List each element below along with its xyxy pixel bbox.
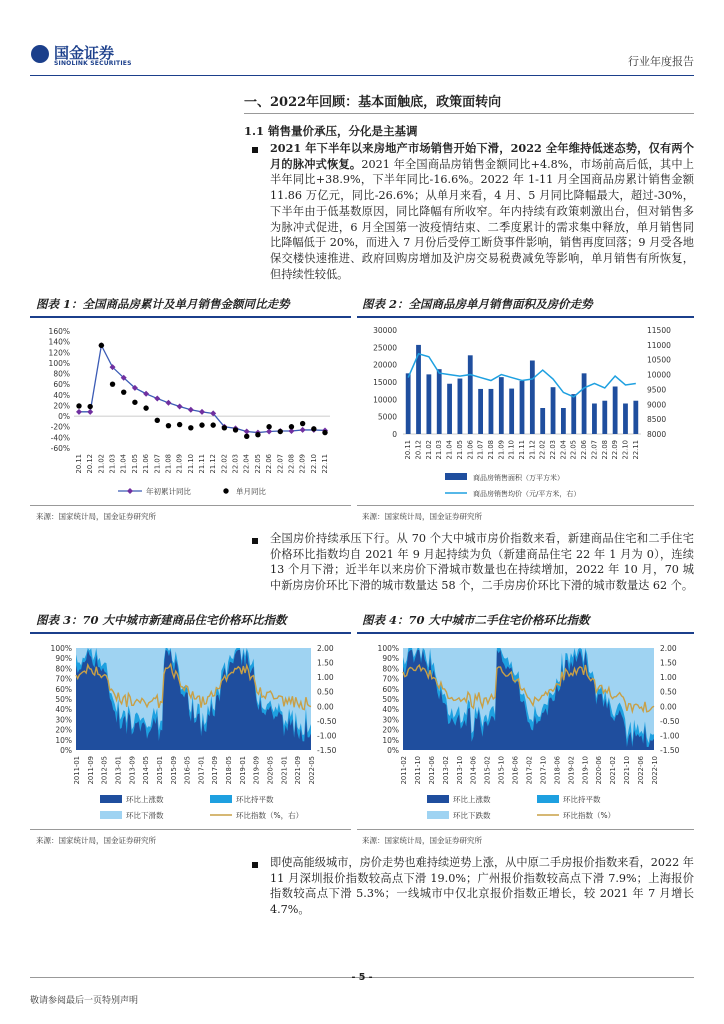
x-tick-label: 20.11	[75, 454, 83, 474]
x-tick-label: 22.02	[538, 440, 547, 460]
x-tick-label: 2017-09	[211, 756, 220, 785]
logo-text-en: SINOLINK SECURITIES	[54, 60, 132, 67]
y-tick-label: -60%	[50, 444, 70, 453]
x-tick-label: 2015-01	[155, 756, 164, 785]
x-tick-label: 20.12	[414, 440, 423, 460]
y-right-tick-label: 2.00	[660, 644, 677, 653]
series-monthly-point	[76, 403, 81, 408]
figure-4-title: 图表 4：70 大中城市二手住宅价格环比指数	[362, 613, 590, 627]
y-right-tick-label: 1.50	[660, 658, 677, 668]
legend-label: 环比上涨数	[453, 795, 491, 804]
bar-sales-area	[582, 373, 587, 434]
figure-2-title: 图表 2：全国商品房单月销售面积及房价走势	[362, 297, 593, 311]
y-left-tick-label: 40%	[55, 705, 72, 715]
x-tick-label: 22.04	[559, 440, 568, 460]
y-right-tick-label: -1.50	[660, 746, 680, 755]
x-tick-label: 22.02	[220, 454, 229, 474]
y-left-tick-label: 70%	[55, 674, 72, 684]
bar-sales-area	[561, 408, 566, 434]
legend-sales-label: 商品房销售面积（万平方米）	[473, 474, 564, 482]
x-tick-label: 2021-01	[280, 756, 289, 785]
x-tick-label: 20.12	[86, 454, 95, 474]
series-monthly-point	[121, 389, 126, 394]
x-tick-label: 22.10	[309, 454, 318, 474]
y-right-tick-label: 0.00	[660, 702, 677, 712]
bar-sales-area	[499, 377, 504, 434]
x-tick-label: 22.03	[549, 440, 558, 460]
series-cumulative-point	[300, 427, 306, 433]
series-cumulative-point	[76, 409, 82, 415]
y-right-tick-label: 2.00	[317, 644, 334, 653]
y-right-tick-label: -1.00	[660, 731, 680, 741]
y-left-tick-label: 90%	[55, 654, 72, 664]
y-right-tick-label: 10000	[647, 370, 671, 380]
x-tick-label: 21.02	[97, 454, 106, 474]
x-tick-label: 2019-10	[581, 756, 590, 785]
bar-sales-area	[633, 401, 638, 434]
y-left-tick-label: 60%	[55, 684, 72, 694]
x-tick-label: 21.05	[455, 440, 464, 460]
y-tick-label: 60%	[53, 380, 70, 390]
y-left-tick-label: 0%	[387, 746, 399, 755]
y-right-tick-label: 0.50	[660, 687, 677, 697]
x-tick-label: 2017-01	[197, 756, 206, 785]
y-right-tick-label: -1.00	[317, 731, 337, 741]
figure-1-chart	[30, 320, 351, 502]
bar-sales-area	[468, 355, 473, 434]
series-monthly-point	[99, 343, 104, 348]
x-tick-label: 21.03	[435, 440, 444, 460]
bar-sales-area	[592, 403, 597, 434]
y-left-tick-label: 20%	[55, 725, 72, 735]
x-tick-label: 2016-06	[511, 756, 520, 785]
figure-2-chart	[357, 320, 694, 502]
y-left-tick-label: 60%	[382, 684, 399, 694]
legend-marker	[427, 795, 449, 803]
y-right-tick-label: 11500	[647, 326, 671, 335]
x-tick-label: 2012-05	[100, 756, 109, 785]
y-right-tick-label: 8500	[647, 415, 667, 425]
x-tick-label: 22.05	[569, 440, 578, 460]
legend-sales-marker	[445, 473, 467, 480]
legend-label: 环比下跌数	[453, 811, 491, 820]
x-tick-label: 21.06	[466, 440, 475, 460]
y-left-tick-label: 30%	[55, 715, 72, 725]
series-monthly-point	[188, 425, 193, 430]
series-monthly-point	[233, 427, 238, 432]
section-divider	[244, 113, 694, 114]
series-monthly-point	[322, 430, 327, 435]
x-tick-label: 2013-02	[441, 756, 450, 785]
x-tick-label: 2019-01	[238, 756, 247, 785]
x-tick-label: 2018-06	[553, 756, 562, 785]
y-right-tick-label: -1.50	[317, 746, 337, 755]
legend-cumulative-marker	[127, 488, 133, 494]
figure-4-rule	[357, 632, 694, 634]
x-tick-label: 2012-06	[427, 756, 436, 785]
y-right-tick-label: 0.50	[317, 687, 334, 697]
y-tick-label: 140%	[48, 337, 70, 347]
series-monthly-point	[143, 405, 148, 410]
bar-sales-area	[602, 401, 607, 434]
y-left-tick-label: 10000	[373, 395, 397, 405]
paragraph-1-body: 2021 年全国商品房销售金额同比+4.8%，市场前高后低，其中上半年同比+38.9%，下半年同比-16.6%。2022 年 1-11 月全国商品房累计销售金额 11.86 万亿元，同比-26.6%；从单月来看，4 月、5 月同比降幅最大，超过-30%，下半年由于低基数原因，同比降幅有所收窄。年内持续有政策刺激出台，但对销售多为脉冲式促进，6 月全国第一波疫情结束、二季度累计的需求集中释放，单月销售同比降幅低于 20%，而进入 7 月份后受停工断贷事件影响，销售再度回落；9 月受各地保交楼快速推进、政府回购房增加及沪房交易税费减免等影响，单月销售有所恢复，但持续性较低。	[270, 157, 694, 281]
y-right-tick-label: -0.50	[660, 716, 680, 726]
legend-label: 环比下滑数	[126, 811, 164, 820]
series-cumulative-point	[188, 407, 194, 413]
figure-3-title: 图表 3：70 大中城市新建商品住宅价格环比指数	[36, 613, 287, 627]
x-tick-label: 22.08	[600, 440, 609, 460]
legend-price-label: 商品房销售均价（元/平方米，右）	[473, 490, 581, 498]
bar-sales-area	[520, 381, 525, 434]
y-left-tick-label: 5000	[377, 412, 397, 422]
y-left-tick-label: 40%	[382, 705, 399, 715]
bar-sales-area	[571, 394, 576, 434]
y-left-tick-label: 0	[392, 430, 397, 439]
y-left-tick-label: 50%	[55, 695, 72, 704]
x-tick-label: 2011-02	[400, 756, 408, 785]
x-tick-label: 22.06	[265, 454, 274, 474]
figure-2-source: 来源：国家统计局，国金证券研究所	[362, 512, 482, 521]
x-tick-label: 2022-06	[637, 756, 646, 785]
x-tick-label: 21.09	[175, 454, 184, 474]
y-tick-label: 20%	[53, 401, 70, 411]
y-left-tick-label: 25000	[373, 343, 397, 353]
x-tick-label: 2021-02	[609, 756, 618, 785]
x-tick-label: 21.04	[119, 454, 128, 474]
y-left-tick-label: 90%	[382, 654, 399, 664]
y-left-tick-label: 0%	[60, 746, 72, 755]
legend-marker	[210, 795, 232, 803]
legend-label: 环比指数（%，右）	[236, 811, 304, 820]
y-left-tick-label: 10%	[382, 735, 399, 745]
bar-sales-area	[530, 361, 535, 434]
x-tick-label: 2013-09	[128, 756, 137, 785]
bullet-marker	[252, 538, 258, 544]
series-cumulative-point	[87, 409, 93, 415]
figure-2-bottom-rule	[357, 505, 694, 506]
x-tick-label: 2015-02	[483, 756, 492, 785]
series-monthly-point	[311, 426, 316, 431]
x-tick-label: 20.11	[404, 440, 413, 460]
y-tick-label: 80%	[53, 369, 70, 379]
x-tick-label: 22.03	[231, 454, 240, 474]
report-type-label: 行业年度报告	[628, 55, 694, 68]
series-cumulative-point	[165, 400, 171, 406]
legend-marker	[100, 795, 122, 803]
y-right-tick-label: 1.50	[317, 658, 334, 668]
figure-3-bottom-rule	[30, 829, 351, 830]
x-tick-label: 21.11	[518, 440, 526, 460]
bar-sales-area	[509, 389, 514, 434]
legend-cumulative-label: 年初累计同比	[146, 487, 191, 496]
figure-2-rule	[357, 316, 694, 318]
bar-sales-area	[613, 387, 618, 434]
bar-sales-area	[478, 389, 483, 434]
header-divider	[30, 75, 694, 76]
series-cumulative-line	[79, 345, 325, 432]
series-monthly-point	[110, 381, 115, 386]
series-monthly-point	[210, 422, 215, 427]
x-tick-label: 22.09	[611, 440, 620, 460]
figure-1-bottom-rule	[30, 505, 351, 506]
y-left-tick-label: 100%	[50, 644, 72, 653]
x-tick-label: 22.09	[298, 454, 307, 474]
figure-3-source: 来源：国家统计局，国金证券研究所	[36, 836, 156, 845]
y-tick-label: 0%	[58, 412, 70, 422]
legend-label: 环比指数（%）	[563, 811, 616, 820]
figure-4-source: 来源：国家统计局，国金证券研究所	[362, 836, 482, 845]
bar-sales-area	[458, 379, 463, 434]
y-right-tick-label: 9000	[647, 400, 667, 410]
figure-1-title: 图表 1：全国商品房累计及单月销售金额同比走势	[36, 297, 290, 311]
bar-sales-area	[623, 403, 628, 434]
figure-3-chart	[30, 636, 351, 826]
bullet-marker	[252, 862, 258, 868]
x-tick-label: 21.03	[108, 454, 117, 474]
section-title: 一、2022年回顾：基本面触底，政策面转向	[244, 95, 502, 110]
y-right-tick-label: 8000	[647, 430, 667, 439]
x-tick-label: 2019-09	[252, 756, 261, 785]
page-number: - 5 -	[351, 972, 373, 983]
x-tick-label: 21.10	[507, 440, 516, 460]
y-tick-label: 120%	[48, 348, 70, 358]
legend-marker	[427, 811, 449, 819]
series-monthly-point	[289, 424, 294, 429]
series-monthly-point	[222, 425, 227, 430]
x-tick-label: 2015-10	[497, 756, 506, 785]
x-tick-label: 21.04	[445, 440, 454, 460]
series-monthly-point	[244, 434, 249, 439]
x-tick-label: 22.11	[321, 454, 329, 474]
y-left-tick-label: 20000	[373, 360, 397, 370]
logo-text-cn: 国金证券	[54, 44, 115, 62]
series-monthly-point	[155, 418, 160, 423]
figure-3-rule	[30, 632, 351, 634]
y-tick-label: 160%	[48, 327, 70, 336]
y-right-tick-label: 10500	[647, 355, 671, 365]
bar-sales-area	[406, 373, 411, 434]
x-tick-label: 21.06	[142, 454, 151, 474]
x-tick-label: 21.07	[153, 454, 162, 474]
y-left-tick-label: 30000	[373, 326, 397, 335]
paragraph-2: 全国房价持续承压下行。从 70 个大中城市房价指数来看，新建商品住宅和二手住宅价格环比指数均自 2021 年 9 月起持续为负（新建商品住宅 22 年 1 月为 0），连续 13 个月下滑；近半年以来房价下滑城市数量也在持续增加，2022 年 10 月，70 城中新房房价环比下滑的城市数量达 58 个，二手房房价环比下滑的城市数量达 62 个。	[270, 532, 694, 593]
series-monthly-point	[177, 422, 182, 427]
x-tick-label: 21.11	[198, 454, 206, 474]
series-monthly-point	[266, 424, 271, 429]
disclaimer-text: 敬请参阅最后一页特别声明	[30, 996, 139, 1006]
x-tick-label: 2021-10	[623, 756, 632, 785]
y-right-tick-label: 0.00	[317, 702, 334, 712]
x-tick-label: 22.05	[253, 454, 262, 474]
y-left-tick-label: 20%	[382, 725, 399, 735]
x-tick-label: 21.05	[130, 454, 139, 474]
y-tick-label: -20%	[50, 422, 70, 432]
series-monthly-point	[87, 404, 92, 409]
x-tick-label: 21.07	[476, 440, 485, 460]
x-tick-label: 21.02	[424, 440, 433, 460]
y-left-tick-label: 80%	[55, 664, 72, 674]
x-tick-label: 2014-06	[469, 756, 478, 785]
y-tick-label: 40%	[53, 390, 70, 400]
x-tick-label: 22.07	[276, 454, 285, 474]
y-right-tick-label: 11000	[647, 340, 671, 350]
x-tick-label: 22.10	[621, 440, 630, 460]
series-monthly-point	[300, 421, 305, 426]
y-tick-label: -40%	[50, 433, 70, 443]
x-tick-label: 2011-09	[86, 756, 95, 785]
x-tick-label: 21.12	[209, 454, 218, 474]
x-tick-label: 22.04	[242, 454, 251, 474]
y-left-tick-label: 15000	[373, 378, 397, 387]
x-tick-label: 2016-05	[183, 756, 192, 785]
y-right-tick-label: -0.50	[317, 716, 337, 726]
x-tick-label: 21.12	[528, 440, 537, 460]
x-tick-label: 22.06	[580, 440, 589, 460]
paragraph-3: 即使高能级城市，房价走势也难持续逆势上涨，从中原二手房报价指数来看，2022 年 11 月深圳报价指数较高点下滑 19.0%；广州报价指数较高点下滑 7.9%；上海报价指数较高点下滑 5.3%；一线城市中仅北京报价指数正增长，较 2021 年 7 月增长 4.7%。	[270, 856, 694, 917]
paragraph-1-lead: 2021 年下半年以来房地产市场销售开始下滑，2022 全年维持低迷态势，仅有两个月的脉冲式恢复。	[270, 141, 694, 171]
series-monthly-point	[132, 400, 137, 405]
y-left-tick-label: 50%	[382, 695, 399, 704]
figure-1-source: 来源：国家统计局，国金证券研究所	[36, 512, 156, 521]
y-left-tick-label: 10%	[55, 735, 72, 745]
legend-marker	[537, 795, 559, 803]
bullet-marker	[252, 147, 258, 153]
bar-sales-area	[551, 387, 556, 434]
series-cumulative-point	[154, 396, 160, 402]
legend-label: 环比持平数	[236, 795, 274, 804]
series-cumulative-point	[199, 409, 205, 415]
y-left-tick-label: 30%	[382, 715, 399, 725]
series-monthly-point	[199, 422, 204, 427]
x-tick-label: 2015-09	[169, 756, 178, 785]
x-tick-label: 22.11	[631, 440, 640, 460]
x-tick-label: 2011-01	[73, 756, 81, 785]
x-tick-label: 21.08	[486, 440, 495, 460]
x-tick-label: 2022-10	[651, 756, 659, 785]
subsection-title: 1.1 销售量价承压，分化是主基调	[244, 124, 418, 138]
legend-marker	[100, 811, 122, 819]
legend-label: 环比上涨数	[126, 795, 164, 804]
x-tick-label: 21.10	[186, 454, 195, 474]
series-cumulative-point	[143, 391, 149, 397]
x-tick-label: 21.08	[164, 454, 173, 474]
y-right-tick-label: 1.00	[317, 673, 334, 683]
bar-sales-area	[540, 408, 545, 434]
x-tick-label: 2011-10	[413, 756, 422, 785]
x-tick-label: 2020-05	[266, 756, 275, 785]
x-tick-label: 2017-10	[539, 756, 548, 785]
x-tick-label: 2022-05	[308, 756, 316, 785]
series-monthly-point	[255, 432, 260, 437]
series-cumulative-point	[177, 404, 183, 410]
figure-4-bottom-rule	[357, 829, 694, 830]
legend-monthly-marker	[223, 488, 228, 493]
x-tick-label: 2018-05	[225, 756, 234, 785]
bar-sales-area	[447, 384, 452, 434]
x-tick-label: 2014-05	[142, 756, 151, 785]
bar-sales-area	[437, 369, 442, 434]
x-tick-label: 2021-09	[294, 756, 303, 785]
figure-4-chart	[357, 636, 694, 826]
y-left-tick-label: 100%	[377, 644, 399, 653]
legend-label: 环比持平数	[563, 795, 601, 804]
y-right-tick-label: 1.00	[660, 673, 677, 683]
x-tick-label: 22.08	[287, 454, 296, 474]
series-monthly-point	[166, 423, 171, 428]
series-monthly-point	[278, 429, 283, 434]
x-tick-label: 2017-02	[525, 756, 534, 785]
y-right-tick-label: 9500	[647, 385, 667, 395]
bar-sales-area	[489, 389, 494, 434]
x-tick-label: 2013-10	[455, 756, 464, 785]
sinolink-logo-icon	[30, 44, 50, 64]
bar-sales-area	[426, 374, 431, 434]
figure-1-rule	[30, 316, 351, 318]
y-tick-label: 100%	[48, 358, 70, 368]
paragraph-1	[270, 141, 694, 282]
legend-monthly-label: 单月同比	[236, 487, 266, 496]
x-tick-label: 22.07	[590, 440, 599, 460]
x-tick-label: 2013-01	[114, 756, 123, 785]
x-tick-label: 2020-06	[595, 756, 604, 785]
x-tick-label: 21.09	[497, 440, 506, 460]
x-tick-label: 2019-02	[567, 756, 576, 785]
y-left-tick-label: 80%	[382, 664, 399, 674]
y-left-tick-label: 70%	[382, 674, 399, 684]
